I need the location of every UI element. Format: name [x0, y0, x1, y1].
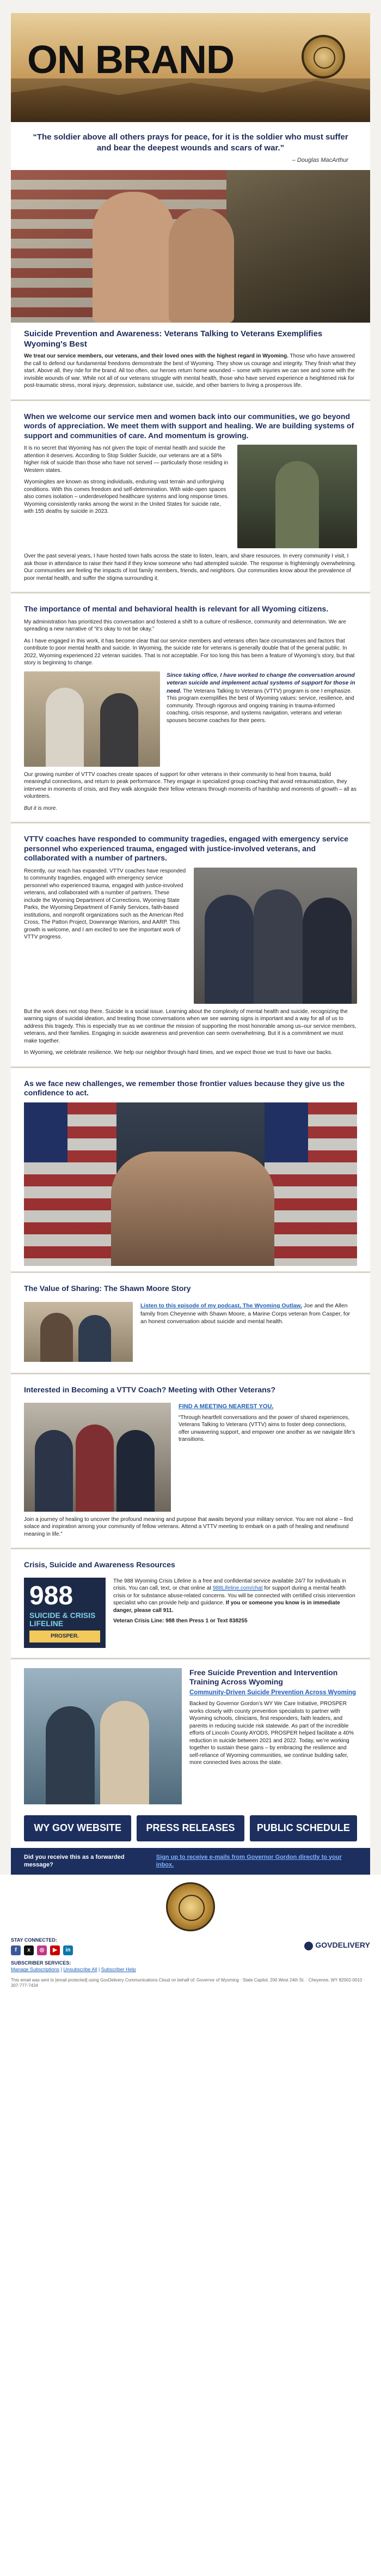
coach-paragraph: “Through heartfelt conversations and the power of shared experiences, Veterans Talking to Veterans (VTTV) aims to foster deep connections, offer unwavering support, and empower one another as we navigate life’s transitions. [179, 1414, 355, 1443]
photo-figure [46, 688, 84, 767]
flag-stars [24, 1102, 67, 1162]
forward-text: Did you receive this as a forwarded message? [24, 1853, 125, 1869]
article2-paragraph: Our growing number of VTTV coaches create spaces of support for other veterans in their community to heal from trauma, build meaningful connections, and return to peak performance. They engage in specialized group coaching that avoid retraumatization, they intervene in moments of crisis, and they walk alongside their fellow veterans through moments of hardship and moments of growth – all as volunteers. [24, 771, 357, 800]
article1-text-column [24, 445, 231, 548]
free-training-title: Free Suicide Prevention and Intervention Training Across Wyoming [189, 1668, 338, 1686]
article3-paragraph: Recently, our reach has expanded. VTTV coaches have responded to community tragedies, engaged with emergency service personnel who experienced trauma, engaged with justice-involved veterans, and collaborated with a number of partners. These include the Wyoming Department of Corrections, Wyoming State Parks, the Wyoming Department of Family Services, faith-based institutions, and nonprofit organizations such as the American Red Cross, The Patton Project, Downrange Warriors, and AARP. This growth is welcome, and I am excited to see the important work of VTTV progress. [24, 868, 186, 941]
find-meeting-link[interactable]: FIND A MEETING NEAREST YOU. [179, 1403, 274, 1410]
article3-text-column [24, 868, 187, 1004]
article1-columns [11, 445, 370, 553]
coach-title: Interested in Becoming a VTTV Coach? Meeting with Other Veterans? [24, 1385, 276, 1395]
social-links [11, 1945, 136, 1955]
training-photo [24, 1668, 182, 1804]
lifeline-label: SUICIDE & CRISIS LIFELINE [29, 1610, 96, 1628]
divider [11, 1066, 370, 1068]
prosper-logo: PROSPER. [29, 1631, 100, 1642]
article2-paragraph: As I have engaged in this work, it has become clear that our service members and veterans often face circumstances and factors that contribute to poor mental health and suicide. In Wyoming, the suicide rate for veterans is generally double that of the general public. In 2022, Wyoming experienced 22 veteran suicides. That is not acceptable. For too long this has been a feature of Wyoming’s story, but that story is beginning to change. [24, 638, 355, 666]
lifeline-chat-link[interactable]: 988Lifeline.com/chat [212, 1585, 263, 1592]
article1-intro-bold: We treat our service members, our veterans, and their loved ones with the highest regard in Wyoming. [24, 353, 288, 360]
divider [11, 1271, 370, 1273]
footer-inner [11, 1882, 370, 1992]
header-banner [11, 13, 370, 122]
photo-figure [93, 192, 174, 323]
soldier-photo [237, 445, 357, 548]
article1-callout: When we welcome our service men and women back into our communities, we go beyond words of appreciation. We meet them with support and healing. We are building systems of support and communities of care. And momentum is growing. [24, 411, 354, 440]
hero-photo [11, 170, 370, 323]
facebook-icon[interactable]: f [11, 1945, 21, 1955]
photo-figure [275, 461, 319, 548]
divider [11, 1373, 370, 1374]
subscriber-links: Manage Subscriptions | Unsubscribe All | Subscriber Help [11, 1967, 136, 1973]
article2-paragraph: My administration has prioritized this conversation and fostered a shift to a culture of resilience, community and determination. We are spreading a new narrative of “it’s okay to not be okay.” [24, 619, 346, 633]
article1-paragraph: It is no secret that Wyoming has not given the topic of mental health and suicide the attention it deserves. According to Stop Soldier Suicide, our veterans are at a 58% higher risk of suicide than those who have not served — particularly those residing in Western states. [24, 445, 229, 474]
article1-intro [11, 353, 370, 394]
article1-title: Suicide Prevention and Awareness: Veterans Talking to Veterans Exemplifies Wyoming's Best [24, 329, 323, 349]
stay-connected-label: STAY CONNECTED: [11, 1937, 57, 1943]
article1-intro-rest: Those who have answered the call to defend our fundamental freedoms demonstrate the best of Wyoming. They show us courage and integrity. They finish what they start. Above all, they ride for the brand. All too often, our heroes return home wounded – some with injuries we can see and some with the invisible wounds of war. While not all of our veterans struggle with mental health, those who have served experience a heightened risk for post-traumatic stress, moral injury, depression, substance use, suicide, and other barriers to living a prosperous life. [24, 353, 356, 389]
email-footer [0, 1875, 381, 2003]
lifeline-badge [24, 1578, 106, 1648]
photo-figure [100, 693, 138, 767]
crisis-text-after: for support during a mental health crisis or for substance abuse-related concerns. You will be connected with certified crisis intervention specialist who can provide help and guidance. [113, 1585, 355, 1607]
article3-columns [11, 868, 370, 1008]
forward-bar [11, 1848, 370, 1875]
article4-title: As we face new challenges, we remember those frontier values because they give us the confidence to act. [24, 1078, 345, 1098]
pull-quote: Since taking office, I have worked to change the conversation around veteran suicide and implement actual systems of support for those in need. [167, 671, 355, 694]
divider [11, 399, 370, 401]
divider [11, 1658, 370, 1659]
article3-title: VTTV coaches have responded to community tragedies, engaged with emergency service personnel who experienced trauma, engaged with justice-involved veterans, and collaborated with a number of partners. [24, 834, 348, 863]
article2-paragraph: The Veterans Talking to Veterans (VTTV) program is one I emphasize. This program exemplifies the best of Wyoming values: service, resilience, and community. Through rigorous and ongoing training in trauma-informed coaching, crisis response, and systems navigation, veterans and veteran spouses become coaches for their peers. [167, 688, 354, 724]
article2-paragraph: But it is more. [24, 805, 58, 811]
x-twitter-icon[interactable]: x [24, 1945, 34, 1955]
crisis-text-before: The 988 Wyoming Crisis Lifeline is a free and confidential service available 24/7 for individuals in crisis. You can call, text, or chat online at [113, 1578, 346, 1592]
veteran-crisis-line: Veteran Crisis Line: 988 then Press 1 or Text 838255 [113, 1618, 248, 1625]
footer-button-row [11, 1811, 370, 1848]
article2-columns [11, 671, 370, 771]
community-prevention-link[interactable]: Community-Driven Suicide Prevention Across Wyoming [189, 1689, 357, 1696]
subscriber-help-link[interactable]: Subscriber Help [101, 1967, 136, 1973]
photo-figure [254, 889, 303, 1004]
governor-seal-icon [166, 1882, 215, 1931]
footer-row [11, 1937, 370, 1973]
article2-text-column [167, 671, 357, 767]
crisis-title: Crisis, Suicide and Awareness Resources [24, 1560, 175, 1569]
coach-paragraph: Join a journey of healing to uncover the profound meaning and purpose that awaits beyond your military service. You are not alone – find solace and inspiration among your community of fellow veterans. Attend a VTTV meeting to embark on a path of healing and newfound meaning in life.” [24, 1516, 353, 1537]
coach-text [179, 1403, 357, 1448]
flags-ceremony-photo [24, 1102, 357, 1266]
quote-text: “The soldier above all others prays for peace, for it is the soldier who must suffer and bear the deepest wounds and scars of war.” [33, 132, 348, 153]
crisis-emergency-note: If you or someone you know is in immediate danger, please call 911. [113, 1600, 340, 1614]
photo-figure [111, 1151, 274, 1266]
photo-figure [46, 1706, 95, 1804]
footer-left [11, 1937, 136, 1973]
article1-paragraph: Over the past several years, I have hosted town halls across the state to listen, learn, and share resources. In every community I visit, I ask those in attendance to raise their hand if they know someone who had attempted suicide. The response is frighteningly overwhelming. Our communities are feeling the impacts of lost family members, friends, and neighbors. Our communities know about the prevalence of poor mental health, and suffer the stigma surrounding it. [24, 553, 357, 581]
manage-subscriptions-link[interactable]: Manage Subscriptions [11, 1967, 60, 1973]
photo-figure [169, 208, 234, 323]
govdelivery-logo [304, 1940, 370, 1950]
public-schedule-button[interactable]: PUBLIC SCHEDULE [250, 1815, 357, 1841]
photo-figure [100, 1701, 149, 1804]
subscriber-services-label: SUBSCRIBER SERVICES: [11, 1960, 71, 1966]
govdelivery-label: GOVDELIVERY [315, 1941, 370, 1950]
conversation-photo [24, 671, 160, 767]
free-training-text [189, 1668, 357, 1767]
photo-figure [78, 1315, 111, 1362]
photo-figure [205, 895, 254, 1004]
photo-figure [303, 898, 352, 1004]
footer-fine-print: This email was sent to [email protected] using GovDelivery Communications Cloud on behalf of: Governor of Wyoming · State Capitol, 200 West 24th St. · Cheyenne, WY 82002-0010 · 307-777-7434 [11, 1977, 365, 1989]
quote-author: – Douglas MacArthur [292, 157, 348, 163]
article3-paragraph: But the work does not stop there. Suicide is a social issue. Learning about the complexity of mental health and suicide, recognizing the warning signs of suicidal ideation, and treating those conversations when we see warning signs is important and a way for all of us to address this tragedy. This is especially true as we continue the mission of supporting the most honorable among us–our service members, veterans, and their families. Engaging in suicide awareness and prevention can seem overwhelming. But it is a commitment we must make together. [24, 1008, 357, 1044]
wy-gov-website-button[interactable]: WY GOV WEBSITE [24, 1815, 131, 1841]
photo-figure [116, 1430, 155, 1512]
photo-figure [76, 1425, 114, 1512]
sharing-section [11, 1298, 370, 1367]
podcast-link[interactable]: Listen to this episode of my podcast, The Wyoming Outlaw, [140, 1302, 302, 1310]
linkedin-icon[interactable]: in [63, 1945, 73, 1955]
lifeline-number: 988 [29, 1581, 73, 1610]
state-seal-icon [302, 35, 345, 78]
article1-paragraph: Wyomingites are known as strong individuals, enduring vast terrain and unforgiving conditions. With this comes freedom and self-determination. With wide-open spaces also comes isolation – underdeveloped healthcare systems and long response times. Wyoming consistently ranks among the worst in the United States for suicide rate, with 155 deaths by suicide in 2023. [24, 479, 229, 515]
free-training-paragraph: Backed by Governor Gordon’s WY We Care Initiative, PROSPER works closely with county prevention specialists to partner with Wyoming schools, clinicians, first responders, faith leaders, and parents in reducing suicide risk statewide. As part of the incredible efforts of Lincoln County AYODS, PROSPER helped facilitate a 40% reduction in suicide between 2021 and 2022. Today, we’re working together to sustain these gains – by embracing the resilience and self-reliance of Wyoming communities, we continue building safer, more connected lives across the state. [189, 1701, 354, 1766]
article2-title: The importance of mental and behavioral health is relevant for all Wyoming citizens. [24, 604, 329, 614]
veterans-group-photo [194, 868, 357, 1004]
youtube-icon[interactable]: ▶ [50, 1945, 60, 1955]
govdelivery-icon [304, 1942, 313, 1950]
crisis-text [113, 1578, 357, 1625]
divider [11, 1548, 370, 1549]
podcast-thumbnail[interactable] [24, 1302, 133, 1362]
brand-title: ON BRAND [27, 38, 234, 82]
sharing-title: The Value of Sharing: The Shawn Moore Story [24, 1283, 191, 1293]
sharing-text [140, 1302, 357, 1325]
free-training-section [11, 1665, 370, 1811]
coaches-photo [24, 1403, 171, 1512]
article3-paragraph: In Wyoming, we celebrate resilience. We help our neighbor through hard times, and we expect those we trust to have our backs. [24, 1050, 333, 1056]
divider [11, 822, 370, 823]
divider [11, 592, 370, 593]
unsubscribe-all-link[interactable]: Unsubscribe All [63, 1967, 97, 1973]
instagram-icon[interactable]: ◎ [37, 1945, 47, 1955]
press-releases-button[interactable]: PRESS RELEASES [137, 1815, 244, 1841]
coach-section [11, 1399, 370, 1516]
email-frame [11, 13, 370, 1875]
signup-link[interactable]: Sign up to receive e-mails from Governor Gordon directly to your inbox. [156, 1853, 342, 1869]
flag-stars [265, 1102, 308, 1162]
crisis-section [11, 1574, 370, 1652]
photo-figure [35, 1430, 73, 1512]
photo-figure [40, 1313, 73, 1362]
sharing-rest: Joe and the Allen family from Cheyenne with Shawn Moore, a Marine Corps veteran from Casper, for an honest conversation about suicide and mental health. [140, 1302, 351, 1325]
